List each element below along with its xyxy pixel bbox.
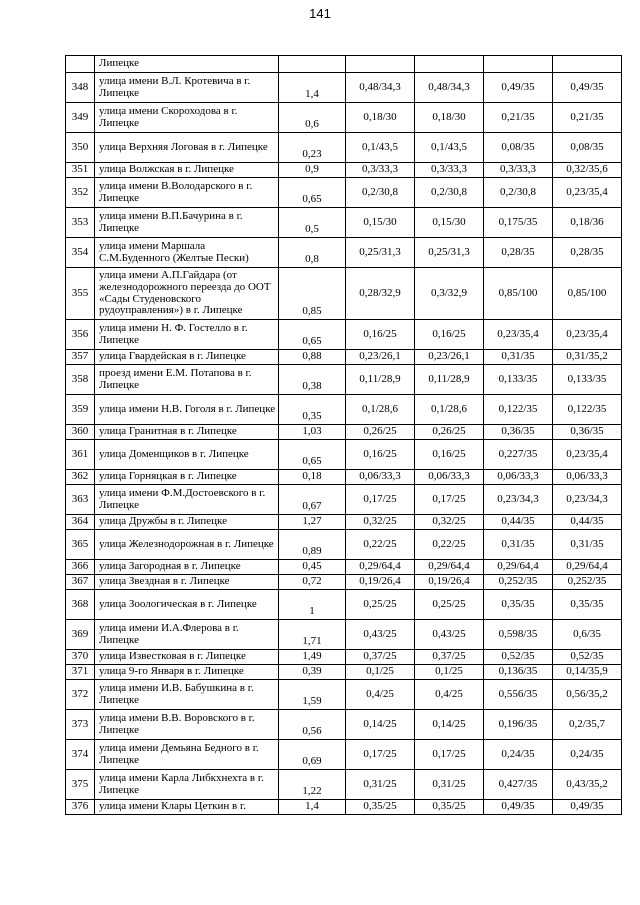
- value-cell-2: 0,17/25: [415, 740, 484, 770]
- value-cell-4: 0,24/35: [553, 740, 622, 770]
- value-cell-1: 0,22/25: [346, 530, 415, 560]
- value-cell-2: 0,43/25: [415, 620, 484, 650]
- row-number-cell: 367: [66, 575, 95, 590]
- street-name-cell: улица Загородная в г. Липецке: [95, 560, 279, 575]
- value-cell-4: 0,36/35: [553, 425, 622, 440]
- street-name-cell: улица имени А.П.Гайдара (от железнодорожного переезда до ООТ «Сады Студеновского рудоуправления») в г. Липецке: [95, 268, 279, 320]
- length-cell: 0,6: [279, 103, 346, 133]
- row-number-cell: 370: [66, 650, 95, 665]
- table-row: [66, 770, 622, 800]
- length-cell: 0,89: [279, 530, 346, 560]
- length-cell: 0,65: [279, 440, 346, 470]
- row-number-cell: 358: [66, 365, 95, 395]
- length-cell: 1,22: [279, 770, 346, 800]
- row-number-cell: 374: [66, 740, 95, 770]
- length-cell: 0,38: [279, 365, 346, 395]
- length-cell: [279, 56, 346, 73]
- table-row: [66, 208, 622, 238]
- value-cell-1: 0,11/28,9: [346, 365, 415, 395]
- table-row: [66, 365, 622, 395]
- table-row: [66, 680, 622, 710]
- value-cell-1: 0,2/30,8: [346, 178, 415, 208]
- row-number-cell: 376: [66, 800, 95, 815]
- value-cell-3: 0,175/35: [484, 208, 553, 238]
- value-cell-4: 0,32/35,6: [553, 163, 622, 178]
- value-cell-4: 0,31/35: [553, 530, 622, 560]
- value-cell-4: 0,06/33,3: [553, 470, 622, 485]
- length-cell: 1,4: [279, 73, 346, 103]
- table-row: [66, 470, 622, 485]
- value-cell-2: 0,37/25: [415, 650, 484, 665]
- street-name-cell: улица имени Карла Либкхнехта в г. Липецке: [95, 770, 279, 800]
- value-cell-1: 0,1/43,5: [346, 133, 415, 163]
- value-cell-4: 0,31/35,2: [553, 350, 622, 365]
- value-cell-1: 0,14/25: [346, 710, 415, 740]
- length-cell: 0,9: [279, 163, 346, 178]
- value-cell-3: 0,31/35: [484, 350, 553, 365]
- value-cell-3: 0,196/35: [484, 710, 553, 740]
- value-cell-3: 0,23/34,3: [484, 485, 553, 515]
- row-number-cell: 354: [66, 238, 95, 268]
- table-row: [66, 710, 622, 740]
- value-cell-3: 0,44/35: [484, 515, 553, 530]
- value-cell-4: 0,08/35: [553, 133, 622, 163]
- value-cell-4: 0,49/35: [553, 73, 622, 103]
- length-cell: 0,69: [279, 740, 346, 770]
- table-row: [66, 268, 622, 320]
- value-cell-2: 0,25/31,3: [415, 238, 484, 268]
- value-cell-2: 0,1/28,6: [415, 395, 484, 425]
- table-row: [66, 320, 622, 350]
- street-name-cell: улица 9-го Января в г. Липецке: [95, 665, 279, 680]
- row-number-cell: 352: [66, 178, 95, 208]
- table-row: [66, 350, 622, 365]
- street-name-cell: улица имени Н. Ф. Гостелло в г. Липецке: [95, 320, 279, 350]
- value-cell-2: 0,23/26,1: [415, 350, 484, 365]
- table-row: [66, 73, 622, 103]
- value-cell-3: 0,427/35: [484, 770, 553, 800]
- value-cell-1: 0,35/25: [346, 800, 415, 815]
- value-cell-1: 0,25/31,3: [346, 238, 415, 268]
- table-row: [66, 665, 622, 680]
- value-cell-3: 0,49/35: [484, 800, 553, 815]
- value-cell-1: 0,06/33,3: [346, 470, 415, 485]
- value-cell-4: 0,23/35,4: [553, 440, 622, 470]
- value-cell-4: 0,18/36: [553, 208, 622, 238]
- value-cell-4: 0,44/35: [553, 515, 622, 530]
- value-cell-2: 0,11/28,9: [415, 365, 484, 395]
- value-cell-1: 0,48/34,3: [346, 73, 415, 103]
- value-cell-2: 0,32/25: [415, 515, 484, 530]
- value-cell-2: 0,35/25: [415, 800, 484, 815]
- street-name-cell: улица имени В.Володарского в г. Липецке: [95, 178, 279, 208]
- value-cell-2: 0,26/25: [415, 425, 484, 440]
- value-cell-4: 0,43/35,2: [553, 770, 622, 800]
- value-cell-4: 0,28/35: [553, 238, 622, 268]
- table-row: [66, 650, 622, 665]
- value-cell-1: 0,26/25: [346, 425, 415, 440]
- value-cell-1: 0,25/25: [346, 590, 415, 620]
- length-cell: 0,65: [279, 320, 346, 350]
- row-number-cell: 349: [66, 103, 95, 133]
- value-cell-2: 0,25/25: [415, 590, 484, 620]
- length-cell: 0,56: [279, 710, 346, 740]
- value-cell-1: 0,32/25: [346, 515, 415, 530]
- length-cell: 1,59: [279, 680, 346, 710]
- table-row: [66, 575, 622, 590]
- value-cell-2: 0,19/26,4: [415, 575, 484, 590]
- value-cell-4: 0,122/35: [553, 395, 622, 425]
- value-cell-3: 0,28/35: [484, 238, 553, 268]
- street-name-cell: улица имени Маршала С.М.Буденного (Желтые Пески): [95, 238, 279, 268]
- length-cell: 0,65: [279, 178, 346, 208]
- table-row: [66, 425, 622, 440]
- value-cell-4: 0,252/35: [553, 575, 622, 590]
- length-cell: 0,8: [279, 238, 346, 268]
- value-cell-4: 0,14/35,9: [553, 665, 622, 680]
- street-name-cell: улица имени В.Л. Кротевича в г. Липецке: [95, 73, 279, 103]
- value-cell-1: 0,29/64,4: [346, 560, 415, 575]
- value-cell-2: 0,29/64,4: [415, 560, 484, 575]
- value-cell-4: 0,6/35: [553, 620, 622, 650]
- value-cell-4: 0,23/35,4: [553, 178, 622, 208]
- value-cell-3: 0,23/35,4: [484, 320, 553, 350]
- value-cell-3: 0,29/64,4: [484, 560, 553, 575]
- row-number-cell: 359: [66, 395, 95, 425]
- street-name-cell: улица имени И.В. Бабушкина в г. Липецке: [95, 680, 279, 710]
- value-cell-2: 0,31/25: [415, 770, 484, 800]
- value-cell-2: 0,4/25: [415, 680, 484, 710]
- value-cell-3: 0,2/30,8: [484, 178, 553, 208]
- value-cell-3: 0,08/35: [484, 133, 553, 163]
- value-cell-2: [415, 56, 484, 73]
- street-name-cell: улица имени И.А.Флерова в г. Липецке: [95, 620, 279, 650]
- length-cell: 0,18: [279, 470, 346, 485]
- table-row: [66, 56, 622, 73]
- value-cell-4: 0,52/35: [553, 650, 622, 665]
- value-cell-1: 0,4/25: [346, 680, 415, 710]
- length-cell: 0,35: [279, 395, 346, 425]
- table-row: [66, 590, 622, 620]
- value-cell-3: 0,3/33,3: [484, 163, 553, 178]
- length-cell: 0,5: [279, 208, 346, 238]
- value-cell-1: 0,43/25: [346, 620, 415, 650]
- value-cell-2: 0,1/25: [415, 665, 484, 680]
- value-cell-3: 0,24/35: [484, 740, 553, 770]
- street-name-cell: улица имени Ф.М.Достоевского в г. Липецке: [95, 485, 279, 515]
- table-row: [66, 133, 622, 163]
- street-name-cell: улица Волжская в г. Липецке: [95, 163, 279, 178]
- table-row: [66, 178, 622, 208]
- value-cell-4: 0,85/100: [553, 268, 622, 320]
- length-cell: 0,72: [279, 575, 346, 590]
- row-number-cell: 366: [66, 560, 95, 575]
- value-cell-4: 0,29/64,4: [553, 560, 622, 575]
- value-cell-3: 0,556/35: [484, 680, 553, 710]
- table-row: [66, 395, 622, 425]
- value-cell-2: 0,22/25: [415, 530, 484, 560]
- value-cell-2: 0,06/33,3: [415, 470, 484, 485]
- value-cell-2: 0,3/32,9: [415, 268, 484, 320]
- value-cell-3: 0,36/35: [484, 425, 553, 440]
- value-cell-2: 0,16/25: [415, 440, 484, 470]
- table-row: [66, 440, 622, 470]
- row-number-cell: 371: [66, 665, 95, 680]
- table-row: [66, 485, 622, 515]
- value-cell-2: 0,48/34,3: [415, 73, 484, 103]
- length-cell: 1,4: [279, 800, 346, 815]
- value-cell-4: 0,2/35,7: [553, 710, 622, 740]
- street-name-cell: улица имени Клары Цеткин в г.: [95, 800, 279, 815]
- value-cell-4: 0,21/35: [553, 103, 622, 133]
- value-cell-1: 0,15/30: [346, 208, 415, 238]
- value-cell-1: 0,17/25: [346, 485, 415, 515]
- value-cell-2: 0,3/33,3: [415, 163, 484, 178]
- table-row: [66, 103, 622, 133]
- value-cell-1: 0,31/25: [346, 770, 415, 800]
- value-cell-3: 0,598/35: [484, 620, 553, 650]
- table-body: [66, 56, 622, 815]
- street-name-cell: улица Доменщиков в г. Липецке: [95, 440, 279, 470]
- value-cell-2: 0,14/25: [415, 710, 484, 740]
- length-cell: 1,03: [279, 425, 346, 440]
- value-cell-2: 0,15/30: [415, 208, 484, 238]
- street-name-cell: улица имени В.В. Воровского в г. Липецке: [95, 710, 279, 740]
- row-number-cell: 364: [66, 515, 95, 530]
- row-number-cell: 355: [66, 268, 95, 320]
- street-name-cell: улица Железнодорожная в г. Липецке: [95, 530, 279, 560]
- length-cell: 1: [279, 590, 346, 620]
- value-cell-3: 0,122/35: [484, 395, 553, 425]
- row-number-cell: [66, 56, 95, 73]
- value-cell-1: 0,16/25: [346, 440, 415, 470]
- street-name-cell: улица Дружбы в г. Липецке: [95, 515, 279, 530]
- value-cell-1: 0,23/26,1: [346, 350, 415, 365]
- street-name-cell: улица имени Демьяна Бедного в г. Липецке: [95, 740, 279, 770]
- value-cell-4: 0,35/35: [553, 590, 622, 620]
- value-cell-1: 0,17/25: [346, 740, 415, 770]
- value-cell-2: 0,17/25: [415, 485, 484, 515]
- street-name-cell: улица Звездная в г. Липецке: [95, 575, 279, 590]
- value-cell-3: 0,227/35: [484, 440, 553, 470]
- table-row: [66, 238, 622, 268]
- value-cell-3: 0,35/35: [484, 590, 553, 620]
- length-cell: 1,49: [279, 650, 346, 665]
- street-name-cell: улица Гвардейская в г. Липецке: [95, 350, 279, 365]
- road-data-table: [65, 55, 622, 815]
- table-row: [66, 515, 622, 530]
- street-name-cell: улица имени Скороходова в г. Липецке: [95, 103, 279, 133]
- row-number-cell: 368: [66, 590, 95, 620]
- table-row: [66, 560, 622, 575]
- value-cell-1: 0,37/25: [346, 650, 415, 665]
- value-cell-4: 0,23/35,4: [553, 320, 622, 350]
- row-number-cell: 350: [66, 133, 95, 163]
- table-row: [66, 163, 622, 178]
- value-cell-3: 0,52/35: [484, 650, 553, 665]
- street-name-cell: улица имени В.П.Бачурина в г. Липецке: [95, 208, 279, 238]
- value-cell-3: 0,49/35: [484, 73, 553, 103]
- row-number-cell: 365: [66, 530, 95, 560]
- row-number-cell: 348: [66, 73, 95, 103]
- value-cell-2: 0,16/25: [415, 320, 484, 350]
- value-cell-1: 0,19/26,4: [346, 575, 415, 590]
- page-number: 141: [309, 6, 331, 21]
- value-cell-3: 0,06/33,3: [484, 470, 553, 485]
- value-cell-4: 0,49/35: [553, 800, 622, 815]
- length-cell: 0,39: [279, 665, 346, 680]
- value-cell-3: 0,21/35: [484, 103, 553, 133]
- row-number-cell: 353: [66, 208, 95, 238]
- table-row: [66, 620, 622, 650]
- value-cell-3: 0,31/35: [484, 530, 553, 560]
- street-name-cell: улица имени Н.В. Гоголя в г. Липецке: [95, 395, 279, 425]
- length-cell: 1,71: [279, 620, 346, 650]
- street-name-cell: улица Горняцкая в г. Липецке: [95, 470, 279, 485]
- street-name-cell: улица Гранитная в г. Липецке: [95, 425, 279, 440]
- value-cell-3: 0,252/35: [484, 575, 553, 590]
- row-number-cell: 373: [66, 710, 95, 740]
- value-cell-3: [484, 56, 553, 73]
- street-name-cell: улица Верхняя Логовая в г. Липецке: [95, 133, 279, 163]
- value-cell-2: 0,1/43,5: [415, 133, 484, 163]
- street-name-cell: улица Известковая в г. Липецке: [95, 650, 279, 665]
- value-cell-3: 0,133/35: [484, 365, 553, 395]
- value-cell-1: 0,16/25: [346, 320, 415, 350]
- row-number-cell: 360: [66, 425, 95, 440]
- table-row: [66, 530, 622, 560]
- value-cell-4: [553, 56, 622, 73]
- length-cell: 0,88: [279, 350, 346, 365]
- row-number-cell: 375: [66, 770, 95, 800]
- row-number-cell: 363: [66, 485, 95, 515]
- length-cell: 0,67: [279, 485, 346, 515]
- value-cell-1: 0,18/30: [346, 103, 415, 133]
- row-number-cell: 356: [66, 320, 95, 350]
- street-name-cell: Липецке: [95, 56, 279, 73]
- value-cell-2: 0,2/30,8: [415, 178, 484, 208]
- street-name-cell: улица Зоологическая в г. Липецке: [95, 590, 279, 620]
- value-cell-1: 0,28/32,9: [346, 268, 415, 320]
- street-name-cell: проезд имени Е.М. Потапова в г. Липецке: [95, 365, 279, 395]
- value-cell-1: 0,1/28,6: [346, 395, 415, 425]
- row-number-cell: 362: [66, 470, 95, 485]
- row-number-cell: 351: [66, 163, 95, 178]
- length-cell: 1,27: [279, 515, 346, 530]
- value-cell-1: 0,1/25: [346, 665, 415, 680]
- value-cell-2: 0,18/30: [415, 103, 484, 133]
- table-row: [66, 800, 622, 815]
- table-row: [66, 740, 622, 770]
- row-number-cell: 372: [66, 680, 95, 710]
- value-cell-4: 0,56/35,2: [553, 680, 622, 710]
- row-number-cell: 357: [66, 350, 95, 365]
- row-number-cell: 369: [66, 620, 95, 650]
- value-cell-4: 0,23/34,3: [553, 485, 622, 515]
- value-cell-3: 0,85/100: [484, 268, 553, 320]
- length-cell: 0,45: [279, 560, 346, 575]
- length-cell: 0,85: [279, 268, 346, 320]
- value-cell-4: 0,133/35: [553, 365, 622, 395]
- value-cell-1: [346, 56, 415, 73]
- value-cell-1: 0,3/33,3: [346, 163, 415, 178]
- length-cell: 0,23: [279, 133, 346, 163]
- row-number-cell: 361: [66, 440, 95, 470]
- value-cell-3: 0,136/35: [484, 665, 553, 680]
